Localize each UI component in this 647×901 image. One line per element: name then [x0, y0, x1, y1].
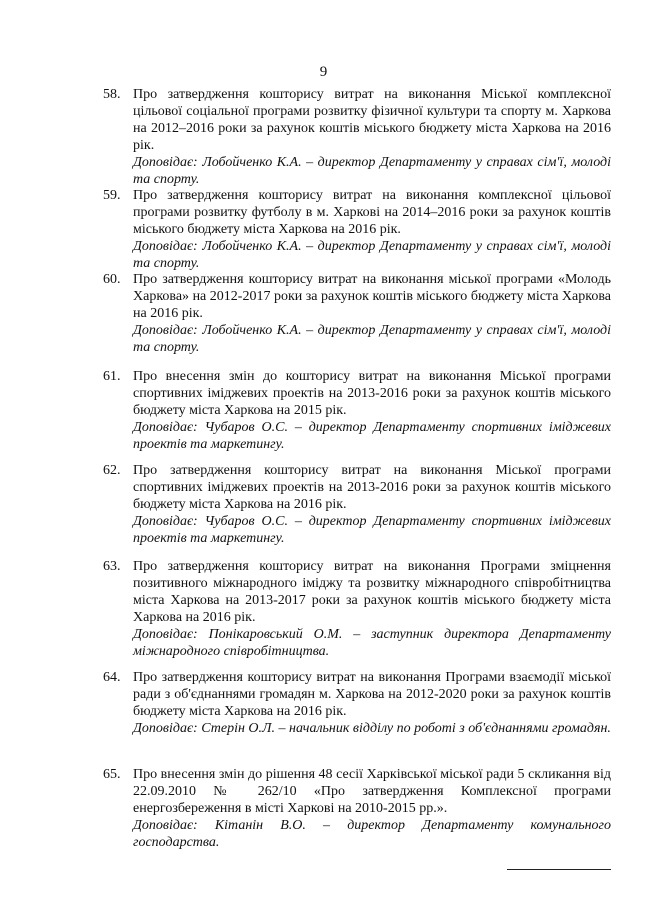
- agenda-item-58: [103, 86, 611, 188]
- item-title: Про внесення змін до кошторису витрат на виконання Міської програми спортивних іміджевих проектів на 2013-2016 роки за рахунок коштів міського бюджету міста Харкова на 2015 рік.: [133, 369, 611, 418]
- item-title: Про затвердження кошторису витрат на виконання Програми зміцнення позитивного міжнародного іміджу та розвитку міжнародного співробітництва міста Харкова на 2013-2017 роки за рахунок коштів міського бюджету міста Харкова на 2016 рік.: [133, 559, 611, 625]
- item-title: Про затвердження кошторису витрат на виконання Міської комплексної цільової соціальної програми розвитку фізичної культури та спорту м. Харкова на 2012–2016 роки за рахунок коштів міського бюджету міста Харкова на 2016 рік.: [133, 87, 611, 153]
- item-number: 61.: [103, 369, 121, 384]
- agenda-item-63: [103, 558, 611, 660]
- item-title: Про затвердження кошторису витрат на виконання Міської програми спортивних іміджевих проектів на 2013-2016 роки за рахунок коштів міського бюджету міста Харкова на 2016 рік.: [133, 463, 611, 512]
- agenda-item-65: [103, 766, 611, 851]
- item-reporter: Доповідає: Лобойченко К.А. – директор Департаменту у справах сім'ї, молоді та спорту.: [133, 239, 611, 271]
- item-number: 60.: [103, 272, 121, 287]
- item-reporter: Доповідає: Кітанін В.О. – директор Департаменту комунального господарства.: [133, 818, 611, 850]
- item-reporter: Доповідає: Понікаровський О.М. – заступник директора Департаменту міжнародного співробітництва.: [133, 627, 611, 659]
- item-reporter: Доповідає: Чубаров О.С. – директор Департаменту спортивних іміджевих проектів та маркетингу.: [133, 514, 611, 546]
- item-reporter: Доповідає: Лобойченко К.А. – директор Департаменту у справах сім'ї, молоді та спорту.: [133, 155, 611, 187]
- item-number: 65.: [103, 767, 121, 782]
- item-title: Про затвердження кошторису витрат на виконання комплексної цільової програми розвитку футболу в м. Харкові на 2014–2016 роки за рахунок коштів міського бюджету міста Харкова на 2016 рік.: [133, 188, 611, 237]
- agenda-item-61: [103, 368, 611, 453]
- item-number: 59.: [103, 188, 121, 203]
- agenda-item-60: [103, 271, 611, 356]
- item-number: 62.: [103, 463, 121, 478]
- agenda-item-59: [103, 187, 611, 272]
- item-title: Про затвердження кошторису витрат на виконання Програми взаємодії міської ради з об'єднаннями громадян м. Харкова на 2012-2020 роки за рахунок коштів бюджету міста Харкова на 2016 рік.: [133, 670, 611, 719]
- item-number: 63.: [103, 559, 121, 574]
- signature-line: [507, 869, 611, 870]
- item-reporter: Доповідає: Стерін О.Л. – начальник відділу по роботі з об'єднаннями громадян.: [133, 721, 611, 736]
- item-number: 58.: [103, 87, 121, 102]
- item-title: Про внесення змін до рішення 48 сесії Харківської міської ради 5 скликання від 22.09.2010 № 262/10 «Про затвердження Комплексної програми енергозбереження в місті Харкові на 2010-2015 рр.».: [133, 767, 611, 816]
- item-reporter: Доповідає: Чубаров О.С. – директор Департаменту спортивних іміджевих проектів та маркетингу.: [133, 420, 611, 452]
- item-reporter: Доповідає: Лобойченко К.А. – директор Департаменту у справах сім'ї, молоді та спорту.: [133, 323, 611, 355]
- item-title: Про затвердження кошторису витрат на виконання міської програми «Молодь Харкова» на 2012-2017 роки за рахунок коштів міського бюджету міста Харкова на 2016 рік.: [133, 272, 611, 321]
- agenda-item-64: [103, 669, 611, 737]
- agenda-item-62: [103, 462, 611, 547]
- item-number: 64.: [103, 670, 121, 685]
- page-number: 9: [319, 64, 328, 80]
